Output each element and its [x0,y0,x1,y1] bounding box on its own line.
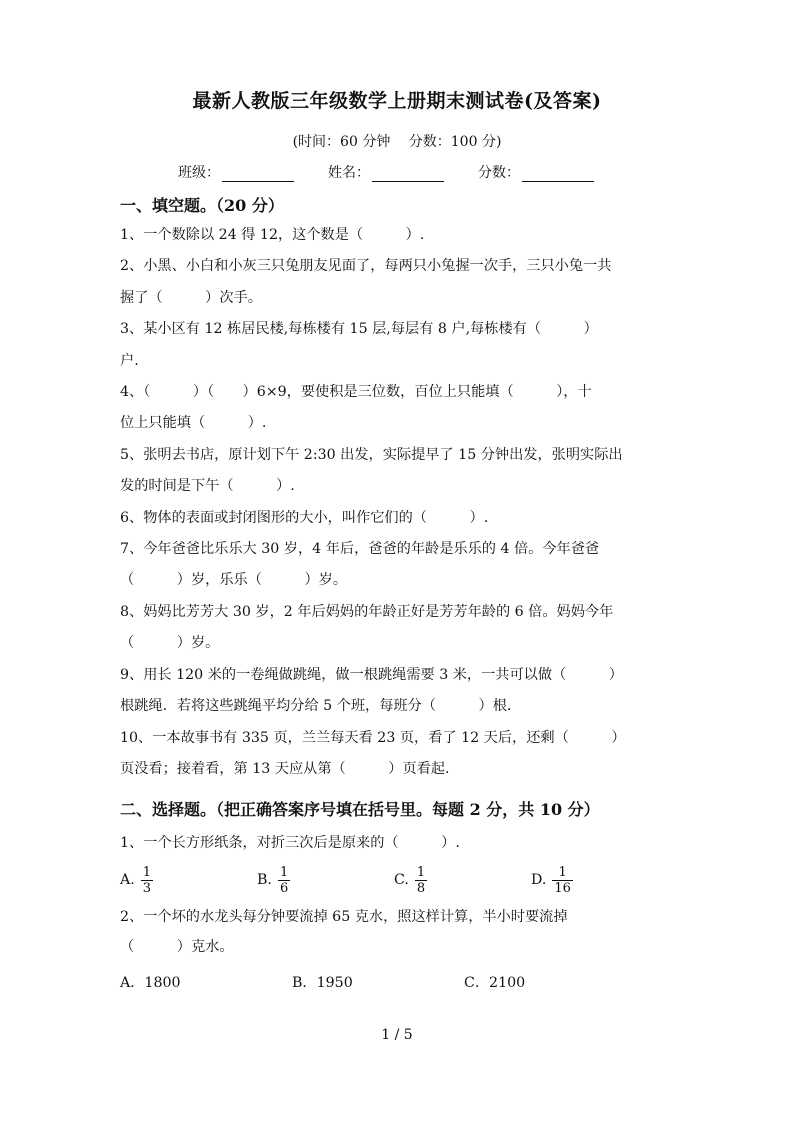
numerator: 1 [416,864,426,880]
fill-in-questions [120,220,668,785]
question-line: 户. [120,352,139,369]
question-line: 1、一个数除以 24 得 12，这个数是（ ）. [120,227,425,243]
option-letter: C. [394,872,409,888]
fraction [415,865,427,896]
class-field [178,162,294,182]
option-a[interactable]: A．1800 [120,975,181,991]
numerator: 1 [558,864,567,880]
option-c[interactable]: C．2100 [464,975,526,991]
question-line: 位上只能填（ ）. [120,415,267,432]
question-line: （ ）岁，乐乐（ ）岁。 [120,572,348,589]
question-line: （ ）岁。 [120,635,220,652]
score-label: 分数： [478,165,520,181]
question-line: 2、一个坏的水龙头每分钟要流掉 65 克水，照这样计算，半小时要流掉 [120,909,568,925]
option-letter: A. [120,872,135,888]
question-line: 4、（ ）（ ）6×9，要使积是三位数，百位上只能填（ ），十 [120,384,592,401]
option-d[interactable] [531,865,668,896]
option-b[interactable] [257,865,394,896]
numerator: 1 [279,864,289,880]
denominator: 6 [279,880,289,896]
student-info-line [178,162,628,182]
section-fill-in-heading: 一、填空题。（20 分） [120,196,284,215]
option-letter: B. [257,872,272,888]
fraction [278,865,290,896]
denominator: 3 [142,880,152,896]
section-choice-heading: 二、选择题。（把正确答案序号填在括号里。每题 2 分，共 10 分） [120,800,600,819]
question-line: 5、张明去书店，原计划下午 2:30 出发，实际提早了 15 分钟出发，张明实际出 [120,446,623,463]
class-label: 班级： [178,165,220,181]
class-blank[interactable] [222,165,294,182]
option-a[interactable] [120,865,257,896]
choice-questions [120,828,668,1002]
fraction [141,865,153,896]
question-line: 3、某小区有 12 栋居民楼,每栋楼有 15 层,每层有 8 户,每栋楼有（ ） [120,321,598,338]
name-blank[interactable] [372,165,444,182]
fraction [552,865,573,896]
option-b[interactable]: B．1950 [292,975,353,991]
name-field [328,162,444,182]
denominator: 16 [554,880,571,896]
question-line: 页没看；接着看，第 13 天应从第（ ）页看起. [120,760,450,777]
denominator: 8 [416,880,426,896]
page-title: 最新人教版三年级数学上册期末测试卷(及答案) [192,90,602,112]
exam-time-score: (时间：60 分钟 分数：100 分) [292,134,502,150]
q2-options [120,962,668,1002]
question-line: 发的时间是下午（ ）. [120,478,295,495]
option-c[interactable] [394,865,531,896]
question-line: 7、今年爸爸比乐乐大 30 岁，4 年后，爸爸的年龄是乐乐的 4 倍。今年爸爸 [120,541,600,558]
name-label: 姓名： [328,165,370,181]
question-line: 2、小黑、小白和小灰三只兔朋友见面了，每两只小兔握一次手，三只小兔一共 [120,258,612,275]
option-letter: D. [531,872,547,888]
question-line: 6、物体的表面或封闭图形的大小，叫作它们的（ ）. [120,509,489,526]
question-line: 握了（ ）次手。 [120,289,262,306]
question-line: 10、一本故事书有 335 页，兰兰每天看 23 页，看了 12 天后，还剩（ ） [120,729,626,746]
numerator: 1 [142,864,152,880]
question-line: 根跳绳．若将这些跳绳平均分给 5 个班，每班分（ ）根. [120,698,512,715]
question-line: （ ）克水。 [120,939,234,955]
page-number: 1 / 5 [381,1027,413,1043]
question-line: 8、妈妈比芳芳大 30 岁，2 年后妈妈的年龄正好是芳芳年龄的 6 倍。妈妈今年 [120,603,614,620]
question-line: 1、一个长方形纸条，对折三次后是原来的（ ）. [120,835,460,851]
q1-options [120,858,668,902]
question-line: 9、用长 120 米的一卷绳做跳绳，做一根跳绳需要 3 米，一共可以做（ ） [120,666,623,683]
score-field [478,162,594,182]
score-blank[interactable] [522,165,594,182]
